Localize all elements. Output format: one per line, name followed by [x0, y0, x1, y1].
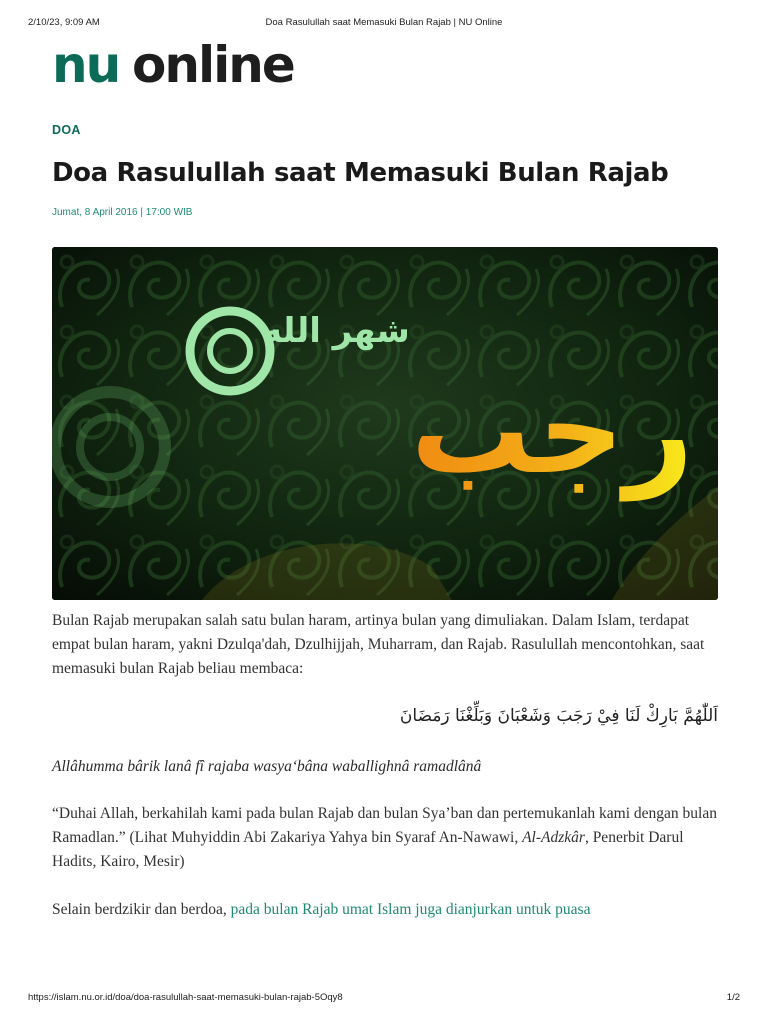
- article-paragraph-1: Bulan Rajab merupakan salah satu bulan haram, artinya bulan yang dimuliakan. Dalam Islam, terdapat empat bulan haram, yakni Dzulqa'dah, Dzulhijjah, Muharram, dan Rajab. Rasulullah mencontohkan, saat memasuki bulan Rajab beliau membaca:: [52, 612, 705, 677]
- reference-text-end: , Penerbit Darul Hadits, Kairo, Mesir): [52, 829, 684, 870]
- article-title: Doa Rasulullah saat Memasuki Bulan Rajab: [52, 158, 669, 188]
- paragraph-3-text: Selain berdzikir dan berdoa,: [52, 901, 231, 918]
- prayer-transliteration: Allâhumma bârik lanâ fî rajaba wasya‘bâna waballighnâ ramadlânâ: [52, 758, 482, 775]
- logo-text-online: online: [132, 40, 294, 94]
- calligraphy-main-text: رجب: [410, 362, 694, 501]
- calligraphy-small-text: شهر الله: [262, 311, 410, 351]
- arabic-prayer: اَللّٰهُمَّ بَارِكْ لَنَا فِيْ رَجَبَ وَشَعْبَانَ وَبَلِّغْنَا رَمَضَانَ: [399, 706, 718, 726]
- nu-online-logo-mark: [52, 40, 322, 100]
- print-page-number: 1/2: [726, 992, 740, 1003]
- print-url: https://islam.nu.or.id/doa/doa-rasulullah-saat-memasuki-bulan-rajab-5Oqy8: [28, 992, 343, 1003]
- print-footer: [28, 992, 740, 1006]
- print-page-title: Doa Rasulullah saat Memasuki Bulan Rajab | NU Online: [265, 17, 503, 28]
- logo-text-nu: nu: [52, 40, 120, 94]
- prayer-translation: “Duhai Allah, berkahilah kami pada bulan Rajab dan bulan Sya’ban dan pertemukanlah kami dengan bulan Ramadlan.”: [52, 805, 717, 846]
- print-datetime: 2/10/23, 9:09 AM: [28, 17, 100, 28]
- article-paragraph-2: [52, 802, 718, 874]
- hero-image: [52, 247, 718, 600]
- print-header: [28, 17, 740, 31]
- article-category[interactable]: DOA: [52, 123, 81, 137]
- reference-book-title: Al-Adzkâr: [522, 829, 585, 846]
- article-date: Jumat, 8 April 2016 | 17:00 WIB: [52, 207, 193, 218]
- rajab-calligraphy-image: [52, 247, 718, 600]
- reference-text-start: (Lihat Muhyiddin Abi Zakariya Yahya bin Syaraf An-Nawawi,: [125, 829, 523, 846]
- related-article-link[interactable]: pada bulan Rajab umat Islam juga dianjurkan untuk puasa: [230, 901, 591, 918]
- nu-online-logo[interactable]: [52, 40, 322, 100]
- article-paragraph-3: [52, 898, 718, 922]
